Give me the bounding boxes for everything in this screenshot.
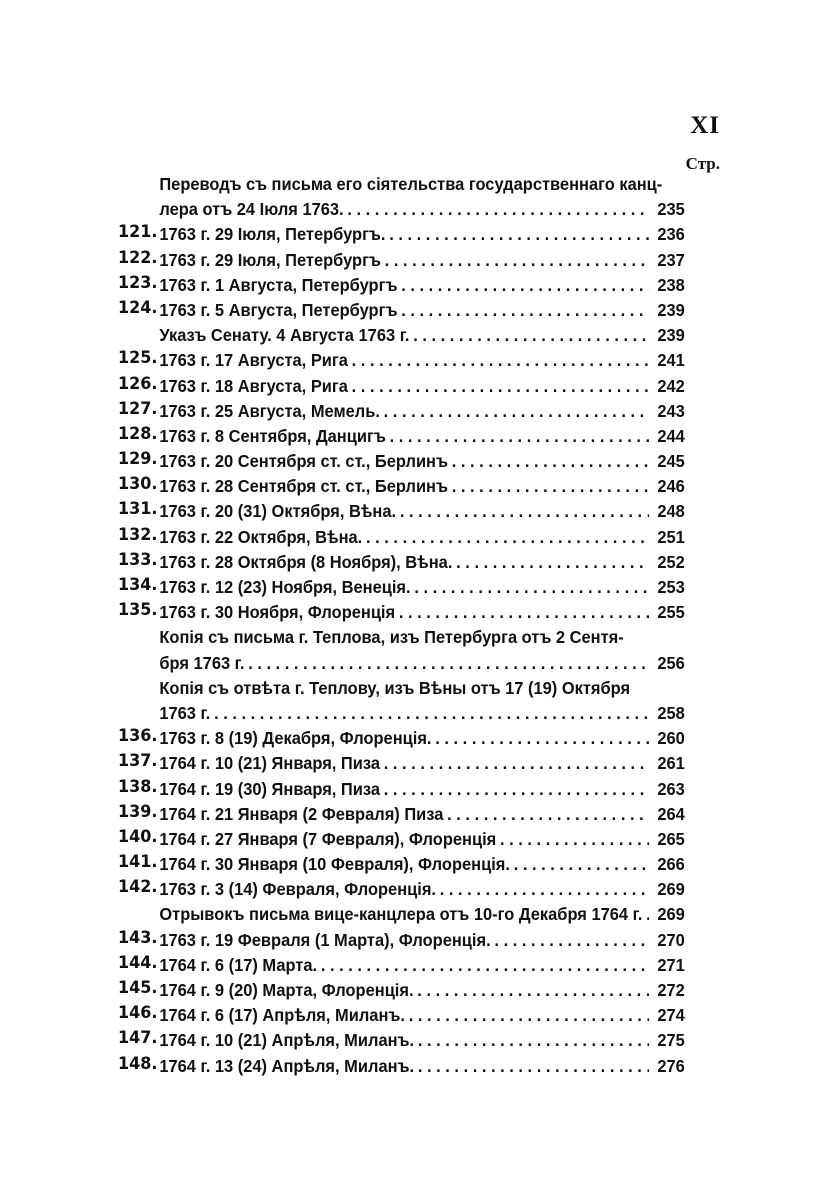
entry-page-number: 239 (657, 299, 685, 320)
table-of-contents (118, 172, 685, 1079)
toc-entry (118, 474, 685, 499)
dot-leader (384, 399, 649, 424)
entry-title: 1763 г. 20 (31) Октября, Вѣна. (159, 501, 397, 522)
toc-entry (118, 374, 685, 399)
toc-entry (118, 248, 685, 273)
entry-title: 1763 г. 25 Августа, Мемель. (159, 400, 380, 421)
toc-entry (118, 802, 685, 827)
entry-title: 1764 г. 30 Января (10 Февраля), Флоренція. (159, 854, 510, 875)
entry-page-number: 271 (657, 954, 685, 975)
dot-leader (321, 953, 649, 978)
entry-page-number: 256 (657, 652, 685, 673)
toc-entry (118, 550, 685, 575)
entry-page-number: 241 (657, 350, 685, 371)
entry-number: 134. (118, 575, 158, 595)
toc-entry (118, 902, 685, 927)
entry-page-number: 274 (657, 1005, 685, 1026)
toc-entry (118, 827, 685, 852)
entry-page-number: 261 (657, 753, 685, 774)
entry-title: 1763 г. 28 Октября (8 Ноября), Вѣна. (159, 551, 453, 572)
entry-page-number: 272 (657, 980, 685, 1000)
entry-page-number: 264 (657, 803, 685, 824)
entry-number: 127. (118, 398, 158, 419)
entry-page-number: 246 (657, 476, 685, 497)
entry-number: 144. (118, 952, 158, 973)
toc-entry (118, 348, 685, 373)
dot-leader (401, 273, 649, 298)
entry-page-number: 269 (657, 879, 685, 900)
dot-leader (494, 928, 649, 953)
entry-title: 1763 г. 5 Августа, Петербургъ (159, 299, 398, 320)
page-column-label: Стр. (685, 154, 720, 173)
dot-leader (456, 550, 649, 575)
entry-title: 1763 г. 19 Февраля (1 Марта), Флоренція. (159, 929, 491, 950)
toc-entry (118, 877, 685, 902)
entry-title: 1763 г. 12 (23) Ноября, Венеція. (159, 577, 411, 597)
entry-page-number: 266 (657, 854, 685, 875)
entry-number: 145. (118, 978, 158, 998)
entry-page-number: 255 (657, 602, 685, 623)
entry-page-number: 260 (657, 728, 685, 749)
entry-page-number: 235 (657, 199, 685, 220)
entry-title: 1764 г. 10 (21) Апрѣля, Миланъ. (159, 1030, 415, 1051)
toc-entry (118, 676, 685, 726)
entry-number: 143. (118, 927, 158, 948)
dot-leader (413, 323, 649, 348)
entry-number: 131. (118, 499, 158, 520)
dot-leader (447, 802, 649, 827)
dot-leader (214, 701, 649, 726)
entry-number: 126. (118, 373, 158, 394)
entry-number: 122. (118, 247, 158, 268)
entry-title: 1763 г. 17 Августа, Рига (159, 350, 348, 371)
toc-entry (118, 172, 685, 222)
entry-page-number: 252 (657, 551, 685, 572)
entry-number: 148. (118, 1053, 158, 1074)
dot-leader (385, 248, 649, 273)
entry-number: 123. (118, 272, 158, 293)
toc-entry (118, 273, 685, 298)
toc-entry (118, 852, 685, 877)
entry-page-number: 270 (657, 929, 685, 950)
dot-leader (435, 726, 649, 751)
entry-page-number: 239 (657, 325, 685, 346)
toc-entry (118, 978, 685, 1003)
toc-entry (118, 1054, 685, 1079)
entry-number: 140. (118, 826, 158, 847)
entry-title: 1764 г. 6 (17) Марта. (159, 954, 318, 975)
dot-leader (452, 474, 649, 499)
entry-number: 146. (118, 1003, 158, 1024)
toc-entry (118, 625, 685, 675)
entry-number: 137. (118, 751, 158, 772)
entry-title: бря 1763 г. (159, 652, 245, 673)
toc-entry (118, 1003, 685, 1028)
entry-number: 138. (118, 776, 158, 797)
page-number: XI (690, 112, 720, 139)
entry-page-number: 265 (657, 828, 685, 849)
entry-number: 130. (118, 474, 158, 495)
entry-title: 1764 г. 13 (24) Апрѣля, Миланъ. (159, 1055, 415, 1076)
entry-number: 141. (118, 852, 158, 873)
dot-leader (646, 902, 649, 927)
dot-leader (414, 575, 649, 600)
entry-title: 1764 г. 10 (21) Января, Пиза (159, 753, 380, 774)
entry-number: 125. (118, 348, 158, 369)
dot-leader (418, 1028, 649, 1053)
dot-leader (418, 1054, 649, 1079)
entry-title: 1763 г. 1 Августа, Петербургъ (159, 274, 398, 295)
entry-number: 121. (118, 222, 158, 243)
dot-leader (352, 348, 649, 373)
entry-page-number: 238 (657, 274, 685, 295)
toc-entry (118, 298, 685, 323)
toc-entry (118, 1028, 685, 1053)
entry-number: 135. (118, 600, 158, 621)
entry-title: лера отъ 24 Іюля 1763. (159, 199, 344, 220)
entry-number: 142. (118, 877, 158, 898)
entry-page-number: 243 (657, 400, 685, 421)
dot-leader (440, 877, 649, 902)
toc-entry (118, 777, 685, 802)
toc-entry (118, 449, 685, 474)
toc-entry (118, 399, 685, 424)
entry-title: Копія съ отвѣта г. Теплову, изъ Вѣны отъ 17 (19) Октября (159, 677, 631, 698)
entry-title: 1763 г. 8 (19) Декабря, Флоренція. (159, 728, 432, 749)
entry-number: 124. (118, 297, 158, 318)
entry-title: 1763 г. 30 Ноября, Флоренція (159, 602, 396, 623)
entry-title: Указъ Сенату. 4 Августа 1763 г. (159, 325, 410, 346)
entry-page-number: 245 (657, 451, 685, 472)
entry-title: 1763 г. 28 Сентября ст. ст., Берлинъ (159, 476, 448, 497)
entry-title: 1763 г. 3 (14) Февраля, Флоренція. (159, 879, 436, 900)
toc-entry (118, 575, 685, 600)
entry-title: Переводъ съ письма его сіятельства государственнаго канц- (159, 174, 663, 194)
dot-leader (248, 651, 649, 676)
toc-entry (118, 222, 685, 247)
dot-leader (401, 298, 649, 323)
entry-page-number: 275 (657, 1030, 685, 1051)
entry-page-number: 244 (657, 425, 685, 446)
toc-entry (118, 726, 685, 751)
entry-title: 1764 г. 27 Января (7 Февраля), Флоренція (159, 828, 497, 849)
entry-title: 1764 г. 6 (17) Апрѣля, Миланъ. (159, 1005, 405, 1026)
dot-leader (389, 222, 649, 247)
entry-page-number: 258 (657, 702, 685, 723)
dot-leader (384, 777, 649, 802)
entry-title: Отрывокъ письма вице-канцлера отъ 10-го Декабря 1764 г. (159, 904, 643, 925)
entry-title: 1764 г. 9 (20) Марта, Флоренція. (159, 980, 414, 1000)
entry-page-number: 263 (657, 778, 685, 799)
toc-entry (118, 424, 685, 449)
toc-entry (118, 499, 685, 524)
entry-page-number: 242 (657, 375, 685, 396)
dot-leader (366, 525, 649, 550)
entry-title: 1763 г. 18 Августа, Рига (159, 375, 348, 396)
entry-title: 1764 г. 19 (30) Января, Пиза (159, 778, 380, 799)
dot-leader (452, 449, 649, 474)
toc-entry (118, 928, 685, 953)
entry-number: 136. (118, 726, 158, 747)
dot-leader (409, 1003, 649, 1028)
entry-title: Копія съ письма г. Теплова, изъ Петербурга отъ 2 Сентя- (159, 627, 624, 648)
entry-page-number: 251 (657, 526, 685, 547)
toc-entry (118, 953, 685, 978)
dot-leader (384, 751, 649, 776)
entry-number: 129. (118, 449, 158, 470)
dot-leader (352, 374, 649, 399)
dot-leader (390, 424, 650, 449)
entry-number: 139. (118, 801, 158, 822)
dot-leader (399, 600, 649, 625)
entry-title: 1763 г. 8 Сентября, Данцигъ (159, 425, 386, 446)
entry-page-number: 236 (657, 224, 685, 245)
entry-number: 132. (118, 524, 158, 545)
entry-title: 1764 г. 21 Января (2 Февраля) Пиза (159, 803, 444, 824)
entry-number: 133. (118, 549, 158, 570)
toc-entry (118, 600, 685, 625)
toc-entry (118, 323, 685, 348)
entry-page-number: 276 (657, 1055, 685, 1076)
entry-title: 1763 г. 29 Іюля, Петербургъ. (159, 224, 386, 245)
entry-page-number: 253 (657, 577, 685, 597)
entry-page-number: 237 (657, 249, 685, 270)
entry-title: 1763 г. 29 Іюля, Петербургъ (159, 249, 381, 270)
dot-leader (514, 852, 649, 877)
entry-page-number: 269 (657, 904, 685, 925)
toc-entry (118, 751, 685, 776)
entry-page-number: 248 (657, 501, 685, 522)
dot-leader (417, 978, 649, 1003)
entry-title: 1763 г. 22 Октября, Вѣна. (159, 526, 363, 547)
dot-leader (347, 197, 649, 222)
dot-leader (500, 827, 649, 852)
toc-entry (118, 525, 685, 550)
entry-number: 147. (118, 1028, 158, 1049)
dot-leader (400, 499, 649, 524)
entry-title: 1763 г. (159, 702, 211, 723)
entry-number: 128. (118, 423, 158, 444)
entry-title: 1763 г. 20 Сентября ст. ст., Берлинъ (159, 451, 448, 472)
